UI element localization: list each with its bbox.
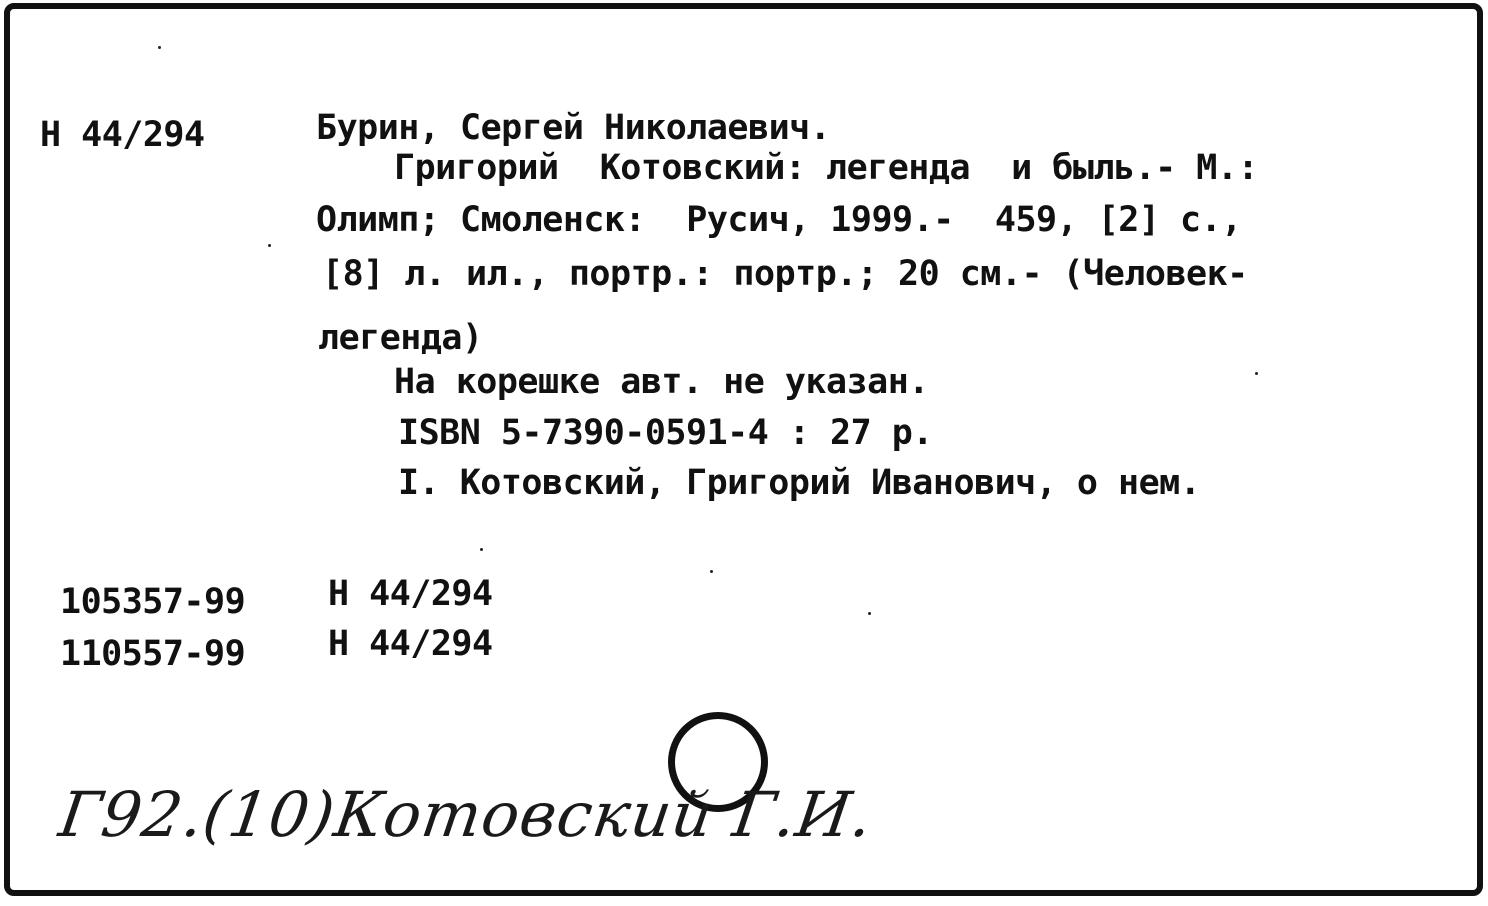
speck	[158, 46, 161, 49]
note-spine: На корешке авт. не указан.	[394, 362, 929, 402]
holding-inventory-1: 105357-99	[60, 582, 246, 622]
handwritten-classification	[54, 760, 920, 880]
speck	[868, 612, 871, 615]
note-subject: I. Котовский, Григорий Иванович, о нем.	[398, 463, 1201, 503]
speck	[268, 244, 271, 247]
holding-shelf-1: Н 44/294	[328, 574, 493, 614]
holding-inventory-2: 110557-99	[60, 634, 246, 674]
holding-shelf-2: Н 44/294	[328, 624, 493, 664]
description-line-1: Григорий Котовский: легенда и быль.- М.:	[394, 148, 1259, 188]
heading-author: Бурин, Сергей Николаевич.	[316, 108, 831, 148]
speck	[710, 570, 713, 573]
speck	[480, 548, 483, 551]
note-isbn-price: ISBN 5-7390-0591-4 : 27 р.	[398, 413, 933, 453]
handwritten-classification-text: Г92.(10)Котовский Г.И.	[54, 778, 878, 851]
description-line-2: Олимп; Смоленск: Русич, 1999.- 459, [2] с.,	[316, 200, 1242, 240]
call-number: Н 44/294	[40, 115, 205, 155]
description-line-4: легенда)	[318, 318, 483, 358]
speck	[1255, 372, 1258, 375]
description-line-3: [8] л. ил., портр.: портр.; 20 см.- (Человек-	[322, 254, 1248, 294]
